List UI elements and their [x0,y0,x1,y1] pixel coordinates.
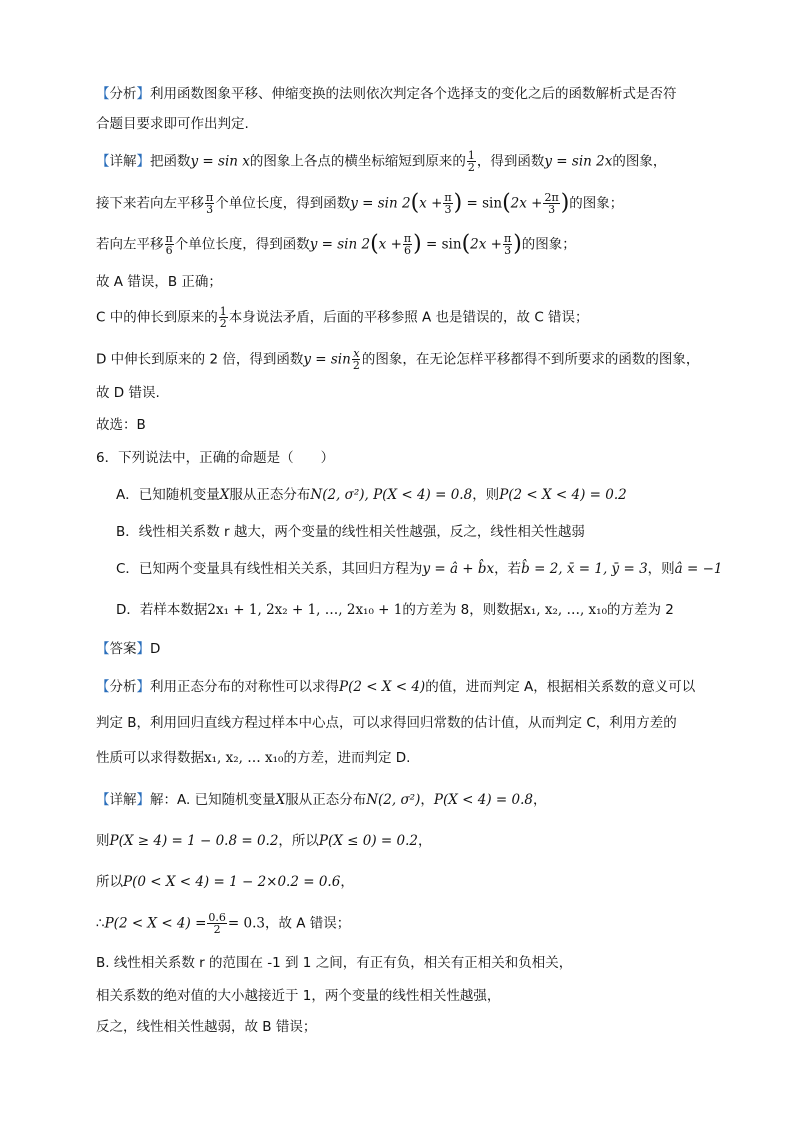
formula: x + [419,195,443,212]
text: D 中伸长到原来的 2 倍，得到函数 [96,351,304,368]
formula: P(2 < X < 4) = [104,915,207,932]
text: ， [420,792,434,808]
detail-6-line-4 [96,912,350,935]
text: D．若样本数据 [116,602,208,618]
text: 服从正态分布 [285,792,367,808]
detail-6-label: 详解 [109,792,137,808]
formula: â = −1 [674,561,723,577]
text: C．已知两个变量具有线性相关关系，其回归方程为 [116,561,423,577]
formula: X [219,487,230,503]
text: C 中的伸长到原来的 [96,309,218,326]
text: 的方差为 8，则数据 [402,602,524,618]
formula: N(2, σ²) [366,792,421,808]
text: ，则 [472,487,500,503]
detail-6-line-6: 相关系数的绝对值的大小越接近于 1，两个变量的线性相关性越强， [96,988,501,1004]
text: 个单位长度，得到函数 [174,236,310,253]
bracket-close: 】 [136,153,150,170]
question-6-option-b: B．线性相关系数 r 越大，两个变量的线性相关性越强，反之，线性相关性越弱 [116,524,585,540]
answer-6-line [96,639,160,659]
formula: P(X < 4) = 0.8 [433,792,533,808]
bracket-open: 【 [96,641,110,657]
fraction: $\frac{0.6}{2}$ [208,911,226,936]
text: 本身说法矛盾，后面的平移参照 A 也是错误的，故 C 错误； [228,309,589,326]
question-6-option-d [116,600,674,620]
text: 则 [96,833,110,849]
formula: y = sin [303,351,351,368]
text: 的图象上各点的横坐标缩短到原来的 [249,153,466,170]
text: 个单位长度，得到函数 [215,195,351,212]
fraction: $\frac{\pi}{3}$ [444,191,452,216]
formula: 2x + [510,195,543,212]
detail-5-line-5 [96,306,589,329]
analysis-6-label: 分析 [109,679,137,695]
formula: X [275,792,286,808]
text: ， [340,874,354,890]
fraction: $\frac{\pi}{6}$ [165,232,173,257]
detail-6-line-3 [96,872,354,892]
detail-5-line-6 [96,348,699,371]
detail-6-line-7: 反之，线性相关性越弱，故 B 错误； [96,1019,317,1035]
formula: x₁, x₂, … x₁₀ [204,750,284,766]
question-6-option-a [116,485,627,505]
text: 的图象， [612,153,667,170]
text: ∴ [96,915,105,932]
analysis-5-label: 分析 [109,86,137,102]
detail-5-line-4: 故 A 错误，B 正确； [96,274,222,290]
bracket-close: 】 [136,641,150,657]
formula: P(0 < X < 4) = 1 − 2×0.2 = 0.6 [123,874,341,890]
fraction: $\frac{2\pi}{3}$ [544,191,559,216]
text: ，则 [647,561,675,577]
formula: y = sin x [190,153,250,170]
formula: b̂ = 2, x̄ = 1, ȳ = 3 [521,561,648,577]
text: ，所以 [278,833,319,849]
formula: y = â + b̂x [422,561,495,577]
text: 的值，进而判定 A，根据相关系数的意义可以 [425,679,696,695]
text: 的图象，在无论怎样平移都得不到所要求的函数的图象， [361,351,700,368]
detail-6-line-1 [96,790,546,810]
detail-5-line-1 [96,150,666,173]
fraction: $\frac{x}{2}$ [352,347,360,372]
formula: = 0.3 [227,915,265,932]
formula: 2x + [470,236,502,253]
text: 的图象； [521,236,576,253]
text: 解：A. 已知随机变量 [150,792,276,808]
formula: P(X ≤ 0) = 0.2 [318,833,418,849]
formula: = sin [426,236,462,253]
fraction: $\frac{\pi}{6}$ [403,232,412,257]
analysis-5-line-1 [96,84,677,104]
formula: = sin [466,195,503,212]
text: 性质可以求得数据 [96,750,204,766]
formula: y = sin 2 [309,236,371,253]
text: 利用正态分布的对称性可以求得 [150,679,339,695]
bracket-close: 】 [136,792,150,808]
analysis-6-line-2: 判定 B，利用回归直线方程过样本中心点，可以求得回归常数的估计值，从而判定 C，利用方差的 [96,715,677,731]
text: ， [532,792,547,808]
bracket-open: 【 [96,792,110,808]
formula: P(2 < X < 4) = 0.2 [499,487,627,503]
analysis-5-line-2: 合题目要求即可作出判定. [96,116,249,132]
text: A．已知随机变量 [116,487,220,503]
fraction: $\frac{\pi}{3}$ [503,232,512,257]
formula: 2x₁ + 1, 2x₂ + 1, …, 2x₁₀ + 1 [207,602,403,618]
bracket-open: 【 [96,153,110,170]
formula: N(2, σ²), P(X < 4) = 0.8 [310,487,473,503]
bracket-close: 】 [136,86,150,102]
text: ，故 A 错误； [264,915,351,932]
analysis-6-line-3 [96,748,410,768]
fraction: $\frac{1}{2}$ [219,305,227,330]
detail-6-line-2 [96,831,432,851]
text: ， [418,833,432,849]
fraction: $\frac{\pi}{3}$ [206,191,214,216]
text: ，若 [494,561,522,577]
text: 的图象； [569,195,624,212]
bracket-close: 】 [136,679,150,695]
detail-5-line-3: 若向左平移 $\frac{\pi}{6}$ 个单位长度，得到函数y = sin 2(x + $\frac{\pi}{6}$ ) = sin(2x + $\frac{\pi}{3}$ )的图象； [96,231,576,257]
detail-5-label: 详解 [109,153,137,170]
formula: P(2 < X < 4) [339,679,426,695]
formula: y = sin 2x [544,153,613,170]
fraction: $\frac{1}{2}$ [467,149,475,174]
text: 若向左平移 [96,236,164,253]
answer-6-label: 答案 [109,641,137,657]
detail-5-line-8: 故选：B [96,417,146,433]
text: 的方差为 2 [607,602,674,618]
detail-5-line-2: 接下来若向左平移 $\frac{\pi}{3}$ 个单位长度，得到函数y = sin 2(x + $\frac{\pi}{3}$ ) = sin(2x + $\frac{2\pi}{3}$ )的图象； [96,190,624,216]
answer-6-value: D [150,641,161,657]
detail-5-line-7: 故 D 错误. [96,385,160,401]
question-6-option-c [116,559,723,579]
detail-6-line-5: B. 线性相关系数 r 的范围在 -1 到 1 之间，有正有负，相关有正相关和负相关， [96,955,573,971]
text: 所以 [96,874,123,890]
formula: x + [378,236,402,253]
text: 服从正态分布 [229,487,311,503]
text: 把函数 [150,153,191,170]
text: ，得到函数 [476,153,545,170]
text: 接下来若向左平移 [96,195,204,212]
bracket-open: 【 [96,86,110,102]
bracket-open: 【 [96,679,110,695]
question-6-stem: 6．下列说法中，正确的命题是（ ） [96,450,335,466]
formula: x₁, x₂, …, x₁₀ [523,602,607,618]
text: 的方差，进而判定 D. [283,750,411,766]
formula: y = sin 2 [350,195,411,212]
formula: P(X ≥ 4) = 1 − 0.8 = 0.2 [109,833,279,849]
analysis-5-text-1: 利用函数图象平移、伸缩变换的法则依次判定各个选择支的变化之后的函数解析式是否符 [150,86,677,102]
analysis-6-line-1 [96,677,695,697]
